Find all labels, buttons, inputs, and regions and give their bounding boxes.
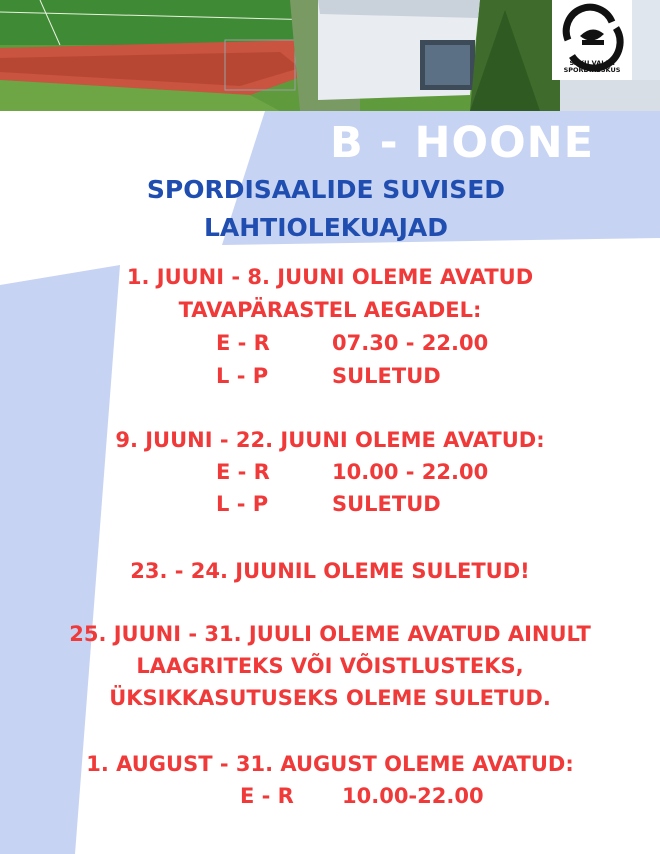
period-4-line-2: LAAGRITEKS VÕI VÕISTLUSTEKS, [136,654,524,678]
period-2-row-2-days: L - P [216,492,269,516]
page-subtitle-line-1: SPORDISAALIDE SUVISED [146,175,506,204]
period-4-line-1: 25. JUUNI - 31. JUULI OLEME AVATUD AINULT [69,622,591,646]
period-5-line-1: 1. AUGUST - 31. AUGUST OLEME AVATUD: [86,752,574,776]
period-2-row-1-time: 10.00 - 22.00 [332,460,489,484]
period-1-line-1: 1. JUUNI - 8. JUUNI OLEME AVATUD [126,265,534,289]
period-1-row-2-time: SULETUD [332,364,441,388]
period-2-row-1-days: E - R [216,460,270,484]
logo-text-line-1: SAKU VALLA [569,59,615,67]
period-1-row-2-days: L - P [216,364,269,388]
period-1-row-1-days: E - R [216,331,270,355]
logo-text-line-2: SPORDIKESKUS [563,66,621,74]
period-5-row-1-days: E - R [240,784,294,808]
period-1-line-2: TAVAPÄRASTEL AEGADEL: [178,298,482,322]
period-3-line-1: 23. - 24. JUUNIL OLEME SULETUD! [130,559,530,583]
period-2-row-2-time: SULETUD [332,492,441,516]
period-5-row-1-time: 10.00-22.00 [342,784,484,808]
period-2-line-1: 9. JUUNI - 22. JUUNI OLEME AVATUD: [115,428,545,452]
period-4-line-3: ÜKSIKKASUTUSEKS OLEME SULETUD. [109,686,551,710]
page-subtitle-line-2: LAHTIOLEKUAJAD [203,213,449,242]
building-title: B - HOONE [330,118,595,168]
period-1-row-1-time: 07.30 - 22.00 [332,331,489,355]
